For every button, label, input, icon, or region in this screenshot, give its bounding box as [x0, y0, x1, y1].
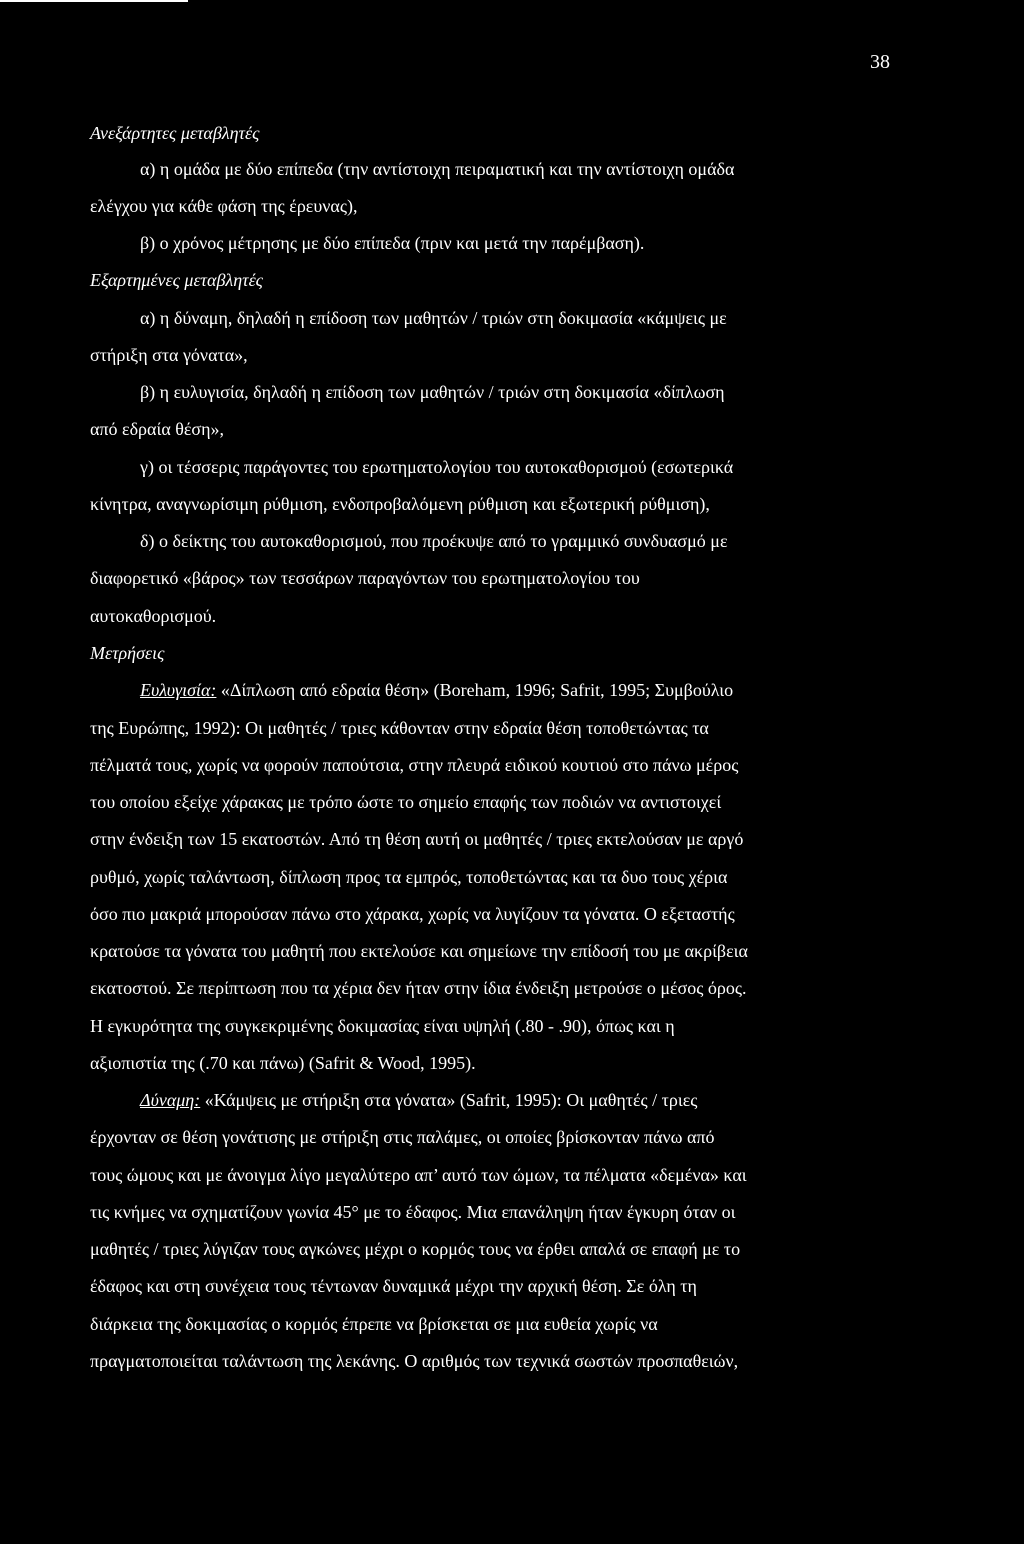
- body-line: αυτοκαθορισμού.: [90, 606, 217, 626]
- body-line: τους ώμους και με άνοιγμα λίγο μεγαλύτερο απ’ αυτό των ώμων, τα πέλματα «δεμένα» και: [90, 1165, 747, 1185]
- body-line: όσο πιο μακριά μπορούσαν πάνω στο χάρακα, χωρίς να λυγίζουν τα γόνατα. Ο εξεταστής: [90, 904, 735, 924]
- body-line: β) η ευλυγισία, δηλαδή η επίδοση των μαθητών / τριών στη δοκιμασία «δίπλωση: [140, 382, 725, 402]
- body-line: αξιοπιστία της (.70 και πάνω) (Safrit & Wood, 1995).: [90, 1053, 476, 1073]
- body-line: στήριξη στα γόνατα»,: [90, 345, 248, 365]
- body-line: στην ένδειξη των 15 εκατοστών. Από τη θέση αυτή οι μαθητές / τριες εκτελούσαν με αργό: [90, 829, 744, 849]
- body-line: κίνητρα, αναγνωρίσιμη ρύθμιση, ενδοπροβαλόμενη ρύθμιση και εξωτερική ρύθμιση),: [90, 494, 710, 514]
- strength-test-intro: «Κάμψεις με στήριξη στα γόνατα» (Safrit, 1995): Οι μαθητές / τριες: [204, 1090, 698, 1110]
- body-line: της Ευρώπης, 1992): Οι μαθητές / τριες κάθονταν στην εδραία θέση τοποθετώντας τα: [90, 718, 709, 738]
- body-line: [140, 678, 733, 702]
- body-line: α) η δύναμη, δηλαδή η επίδοση των μαθητών / τριών στη δοκιμασία «κάμψεις με: [140, 308, 727, 328]
- body-line: δ) ο δείκτης του αυτοκαθορισμού, που προέκυψε από το γραμμικό συνδυασμό με: [140, 531, 728, 551]
- body-line: διαφορετικό «βάρος» των τεσσάρων παραγόντων του ερωτηματολογίου του: [90, 568, 640, 588]
- body-line: τις κνήμες να σχηματίζουν γωνία 45° με το έδαφος. Μια επανάληψη ήταν έγκυρη όταν οι: [90, 1202, 736, 1222]
- body-line: πέλματά τους, χωρίς να φορούν παπούτσια, στην πλευρά ειδικού κουτιού στο πάνω μέρος: [90, 755, 739, 775]
- body-line: [140, 1088, 697, 1112]
- heading-dependent-variables: Εξαρτημένες μεταβλητές: [90, 270, 263, 290]
- body-line: α) η ομάδα με δύο επίπεδα (την αντίστοιχη πειραματική και την αντίστοιχη ομάδα: [140, 159, 735, 179]
- body-line: εκατοστού. Σε περίπτωση που τα χέρια δεν ήταν στην ίδια ένδειξη μετρούσε ο μέσος όρος.: [90, 978, 747, 998]
- body-line: κρατούσε τα γόνατα του μαθητή που εκτελούσε και σημείωνε την επίδοσή του με ακρίβεια: [90, 941, 748, 961]
- body-line: Η εγκυρότητα της συγκεκριμένης δοκιμασίας είναι υψηλή (.80 - .90), όπως και η: [90, 1016, 675, 1036]
- body-line: του οποίου εξείχε χάρακας με τρόπο ώστε το σημείο επαφής των ποδιών να αντιστοιχεί: [90, 792, 722, 812]
- body-line: από εδραία θέση»,: [90, 419, 225, 439]
- flexibility-test-intro: «Δίπλωση από εδραία θέση» (Boreham, 1996; Safrit, 1995; Συμβούλιο: [220, 680, 734, 700]
- body-line: β) ο χρόνος μέτρησης με δύο επίπεδα (πριν και μετά την παρέμβαση).: [140, 233, 645, 253]
- subheading-strength: Δύναμη:: [140, 1090, 201, 1110]
- top-rule: [0, 0, 188, 2]
- body-line: έδαφος και στη συνέχεια τους τέντωναν δυναμικά μέχρι την αρχική θέση. Σε όλη τη: [90, 1276, 697, 1296]
- body-line: έρχονταν σε θέση γονάτισης με στήριξη στις παλάμες, οι οποίες βρίσκονταν πάνω από: [90, 1127, 715, 1147]
- heading-independent-variables: Ανεξάρτητες μεταβλητές: [90, 123, 260, 143]
- page-number: 38: [870, 51, 890, 73]
- body-line: ελέγχου για κάθε φάση της έρευνας),: [90, 196, 358, 216]
- body-line: διάρκεια της δοκιμασίας ο κορμός έπρεπε να βρίσκεται σε μια ευθεία χωρίς να: [90, 1314, 658, 1334]
- subheading-flexibility: Ευλυγισία:: [140, 680, 217, 700]
- body-line: ρυθμό, χωρίς ταλάντωση, δίπλωση προς τα εμπρός, τοποθετώντας και τα δυο τους χέρια: [90, 867, 728, 887]
- body-line: μαθητές / τριες λύγιζαν τους αγκώνες μέχρι ο κορμός τους να έρθει απαλά σε επαφή με το: [90, 1239, 741, 1259]
- heading-measurements: Μετρήσεις: [90, 643, 165, 663]
- body-line: γ) οι τέσσερις παράγοντες του ερωτηματολογίου του αυτοκαθορισμού (εσωτερικά: [140, 457, 734, 477]
- body-line: πραγματοποιείται ταλάντωση της λεκάνης. Ο αριθμός των τεχνικά σωστών προσπαθειών,: [90, 1351, 739, 1371]
